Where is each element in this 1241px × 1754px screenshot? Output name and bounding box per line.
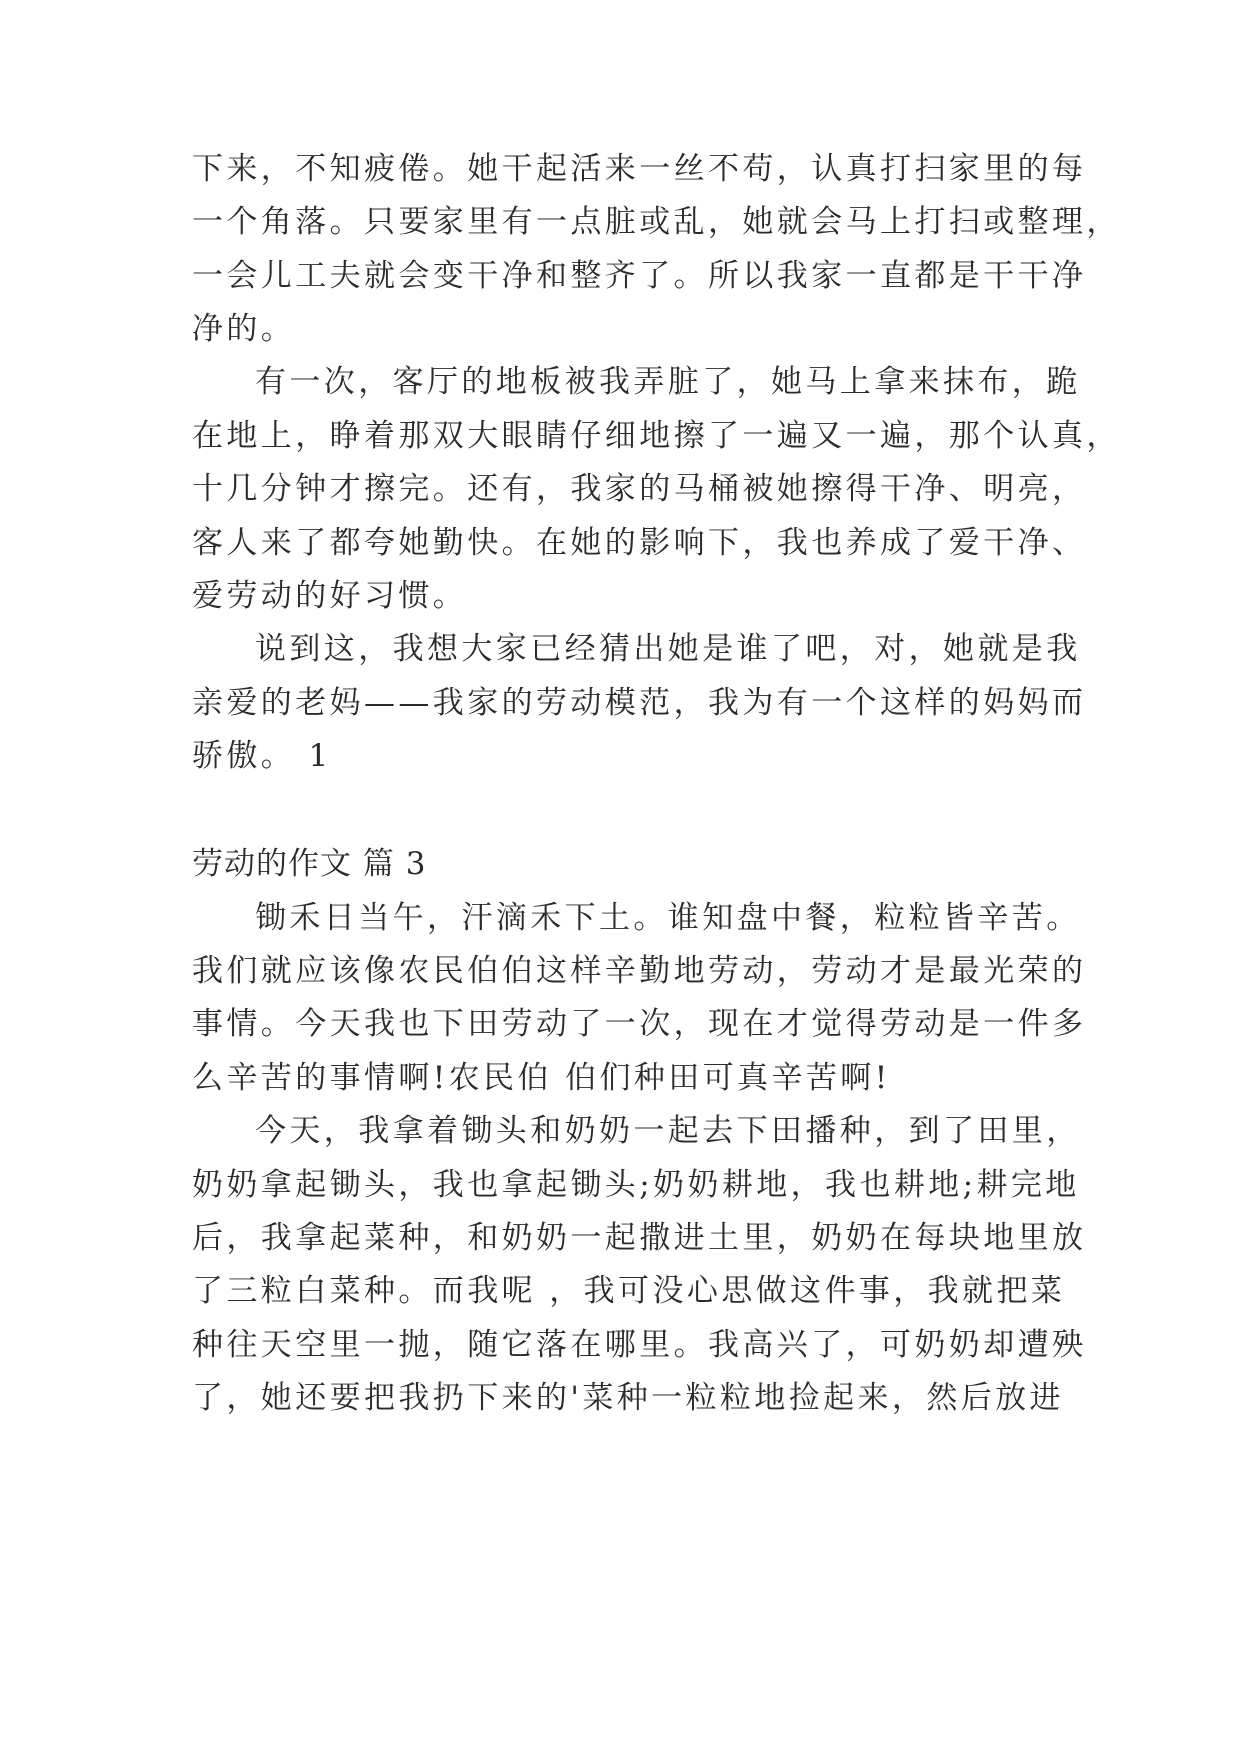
paragraph-line: 锄禾日当午，汗滴禾下土。谁知盘中餐，粒粒皆辛苦。: [255, 900, 1081, 936]
paragraph-line: 客人来了都夸她勤快。在她的影响下，我也养成了爱干净、: [192, 525, 1087, 561]
paragraph-line: 下来，不知疲倦。她干起活来一丝不苟，认真打扫家里的每: [192, 151, 1087, 187]
paragraph-line: 说到这，我想大家已经猜出她是谁了吧，对，她就是我: [255, 631, 1081, 667]
paragraph-line: 净的。: [192, 311, 296, 347]
paragraph-line: 十几分钟才擦完。还有，我家的马桶被她擦得干净、明亮，: [192, 471, 1087, 507]
paragraph-line: 在地上，睁着那双大眼睛仔细地擦了一遍又一遍，那个认真，: [192, 418, 1121, 454]
paragraph-line: 有一次，客厅的地板被我弄脏了，她马上拿来抹布，跪: [255, 364, 1081, 400]
paragraph-line: 一个角落。只要家里有一点脏或乱，她就会马上打扫或整理，: [192, 204, 1121, 240]
paragraph-line: 了三粒白菜种。而我呢 ，我可没心思做这件事，我就把菜: [192, 1273, 1066, 1309]
paragraph-line: 我们就应该像农民伯伯这样辛勤地劳动，劳动才是最光荣的: [192, 953, 1087, 989]
section-heading: 劳动的作文 篇 3: [192, 846, 427, 882]
paragraph-line: 一会儿工夫就会变干净和整齐了。所以我家一直都是干干净: [192, 258, 1087, 294]
paragraph-line: 亲爱的老妈——我家的劳动模范，我为有一个这样的妈妈而: [192, 685, 1087, 721]
paragraph-line: 了，她还要把我扔下来的'菜种一粒粒地捡起来，然后放进: [192, 1380, 1064, 1416]
paragraph-line: 奶奶拿起锄头，我也拿起锄头;奶奶耕地，我也耕地;耕完地: [192, 1167, 1080, 1203]
paragraph-line: 事情。今天我也下田劳动了一次，现在才觉得劳动是一件多: [192, 1006, 1087, 1042]
paragraph-line: 种往天空里一抛，随它落在哪里。我高兴了，可奶奶却遭殃: [192, 1327, 1087, 1363]
paragraph-line: 后，我拿起菜种，和奶奶一起撒进土里，奶奶在每块地里放: [192, 1220, 1087, 1256]
paragraph-line: 今天，我拿着锄头和奶奶一起去下田播种，到了田里，: [255, 1113, 1081, 1149]
paragraph-line: 爱劳动的好习惯。: [192, 578, 468, 614]
paragraph-line: 骄傲。 1: [192, 738, 332, 774]
paragraph-line: 么辛苦的事情啊!农民伯 伯们种田可真辛苦啊!: [192, 1060, 891, 1096]
